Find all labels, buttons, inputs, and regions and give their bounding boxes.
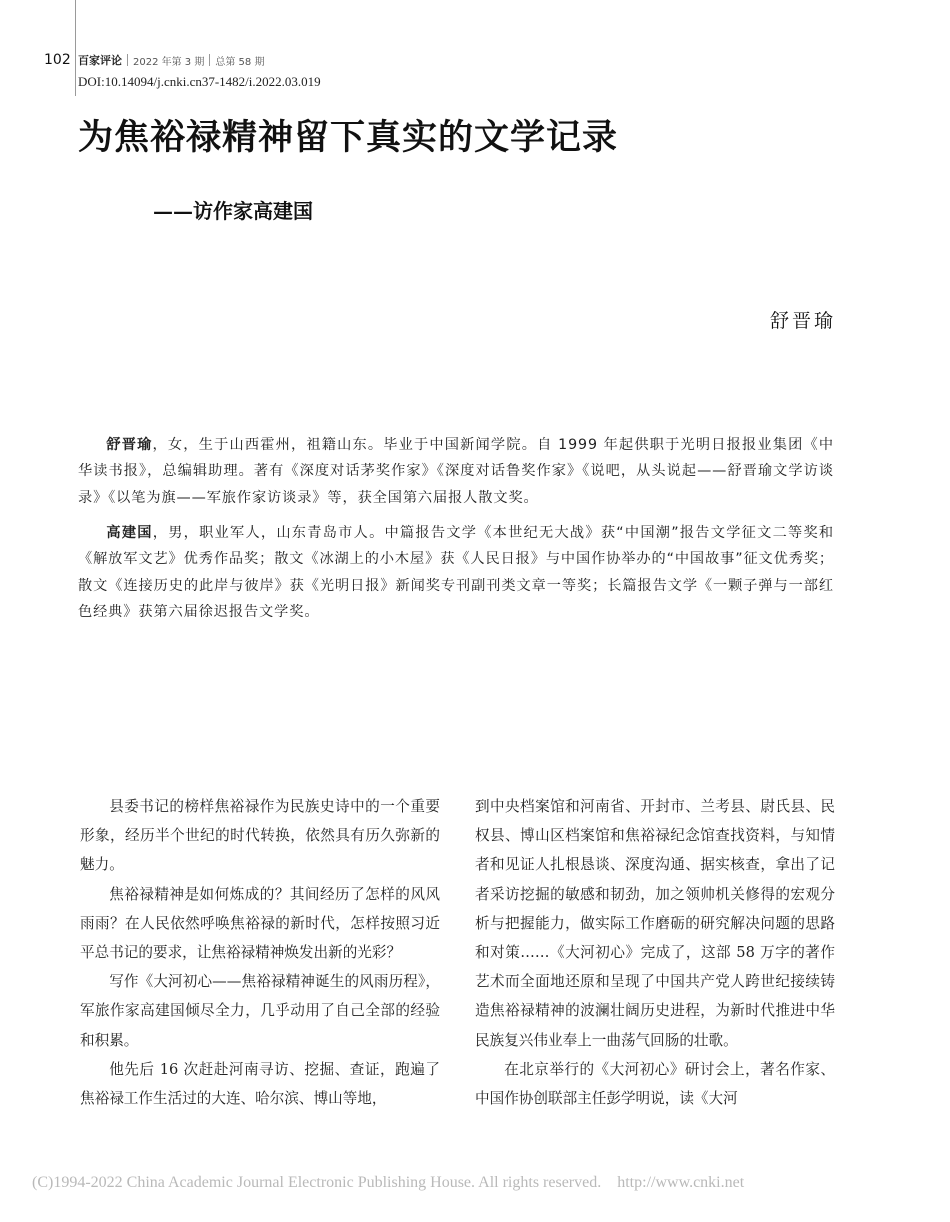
article-title: 为焦裕禄精神留下真实的文学记录 <box>78 117 619 158</box>
author-bio <box>78 432 834 511</box>
doi-link[interactable]: DOI:10.14094/j.cnki.cn37-1482/i.2022.03.019 <box>78 74 321 89</box>
bio-name: 舒晋瑜 <box>106 437 153 453</box>
body-paragraph: 焦裕禄精神是如何炼成的？其间经历了怎样的风风雨雨？在人民依然呼唤焦裕禄的新时代，怎样按照习近平总书记的要求，让焦裕禄精神焕发出新的光彩？ <box>80 885 440 962</box>
body-column-left <box>80 792 440 1113</box>
body-paragraph: 在北京举行的《大河初心》研讨会上，著名作家、中国作协创联部主任彭学明说，读《大河 <box>475 1060 835 1108</box>
header-vertical-rule <box>75 0 76 96</box>
header-divider <box>127 54 128 66</box>
author-name: 舒晋瑜 <box>769 310 836 332</box>
copyright-footer: (C)1994-2022 China Academic Journal Electronic Publishing House. All rights reserved. http://www.cnki.net <box>32 1174 745 1191</box>
header-divider <box>209 54 210 66</box>
bio-text: ，男，职业军人，山东青岛市人。中篇报告文学《本世纪无大战》获“中国潮”报告文学征文二等奖和《解放军文艺》优秀作品奖；散文《冰湖上的小木屋》获《人民日报》与中国作协举办的“中国故事”征文优秀奖；散文《连接历史的此岸与彼岸》获《光明日报》新闻奖专刊副刊类文章一等奖；长篇报告文学《一颗子弹与一部红色经典》获第六届徐迟报告文学奖。 <box>78 525 835 621</box>
body-column-right <box>475 792 835 1113</box>
total-issue-label: 总第 58 期 <box>215 56 265 68</box>
bio-name: 高建国 <box>106 525 153 541</box>
body-paragraph: 他先后 16 次赶赴河南寻访、挖掘、查证，跑遍了焦裕禄工作生活过的大连、哈尔滨、博山等地， <box>80 1060 440 1108</box>
running-header <box>44 51 264 69</box>
subject-bio <box>78 520 834 626</box>
body-paragraph: 写作《大河初心——焦裕禄精神诞生的风雨历程》，军旅作家高建国倾尽全力，几乎动用了自己全部的经验和积累。 <box>80 973 440 1049</box>
body-paragraph: 县委书记的榜样焦裕禄作为民族史诗中的一个重要形象，经历半个世纪的时代转换，依然具有历久弥新的魅力。 <box>80 798 440 874</box>
issue-label: 2022 年第 3 期 <box>133 56 205 68</box>
page-number: 102 <box>44 52 71 68</box>
body-paragraph-continued: 到中央档案馆和河南省、开封市、兰考县、尉氏县、民权县、博山区档案馆和焦裕禄纪念馆查找资料，与知情者和见证人扎根恳谈、深度沟通、据实核查，拿出了记者采访挖掘的敏感和韧劲，加之领帅机关修得的宏观分析与把握能力，做实际工作磨砺的研究解决问题的思路和对策……《大河初心》完成了，这部 58 万字的著作艺术而全面地还原和呈现了中国共产党人跨世纪接续铸造焦裕禄精神的波澜壮阔历史进程，为新时代推进中华民族复兴伟业奉上一曲荡气回肠的壮歌。 <box>475 798 835 1049</box>
bio-text: ，女，生于山西霍州，祖籍山东。毕业于中国新闻学院。自 1999 年起供职于光明日报报业集团《中华读书报》，总编辑助理。著有《深度对话茅奖作家》《深度对话鲁奖作家》《说吧，从头说起——舒晋瑜文学访谈录》《以笔为旗——军旅作家访谈录》等，获全国第六届报人散文奖。 <box>78 437 835 506</box>
article-subtitle: ——访作家高建国 <box>153 199 313 223</box>
journal-name: 百家评论 <box>78 54 122 67</box>
